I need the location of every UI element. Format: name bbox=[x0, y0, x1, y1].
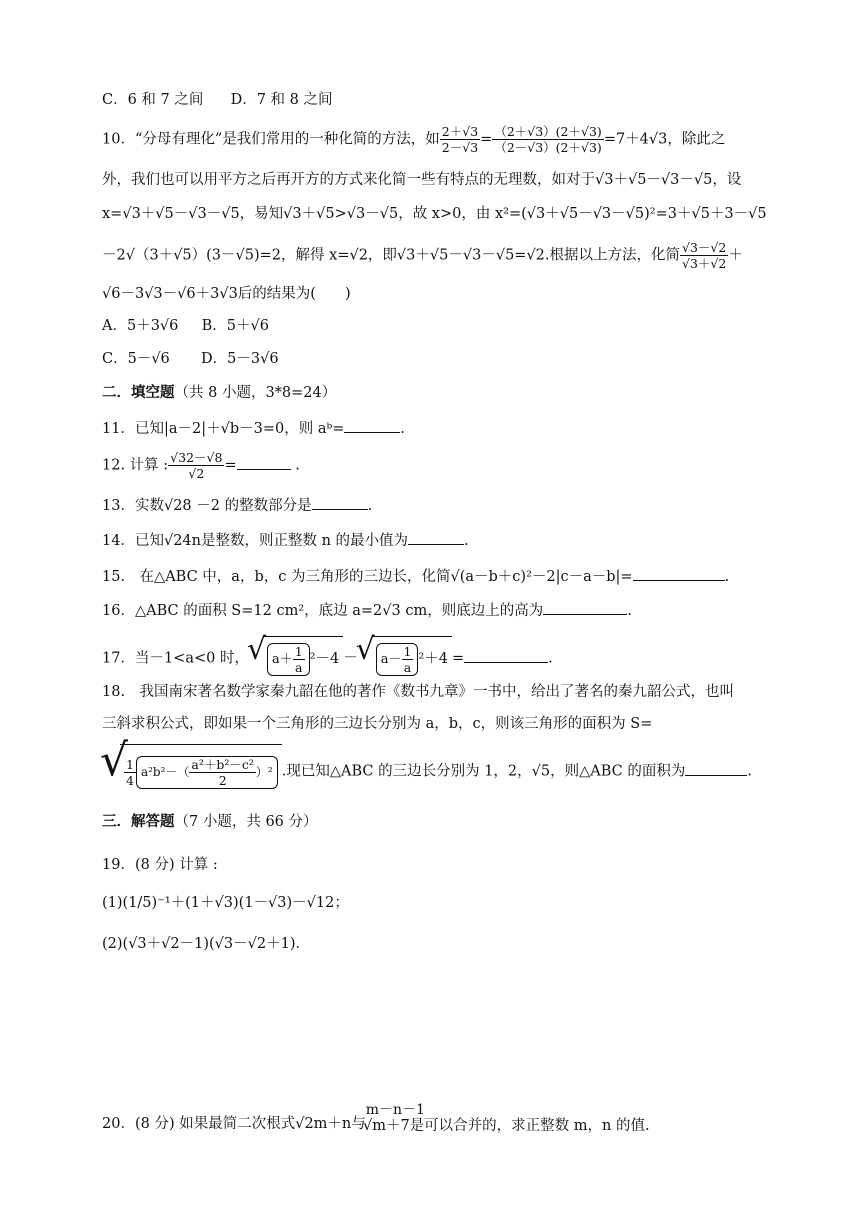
q10-example-expansion: $\frac{(2+√3)(2+√3)}{(2-√3)(2+√3)}$ bbox=[494, 124, 602, 155]
q13-blank bbox=[312, 495, 368, 510]
q15-blank bbox=[633, 566, 725, 581]
q12: 12. 计算 : $\frac{√32-√8}{√2}$ = . bbox=[102, 450, 300, 481]
q18-line1: 18. 我国南宋著名数学家秦九韶在他的著作《数书九章》一书中，给出了著名的秦九韶公式，也叫 bbox=[102, 684, 735, 700]
q11: 11．已知|a－2|＋√b－3=0，则 aᵇ= . bbox=[102, 418, 405, 439]
section2-note: （共 8 小题，3*8=24） bbox=[174, 385, 337, 401]
q14: 14．已知√24n是整数，则正整数 n 的最小值为 . bbox=[102, 530, 469, 551]
q19-title: 19．(8 分) 计算 : bbox=[102, 857, 218, 873]
section3-title: 三．解答题 bbox=[102, 813, 175, 830]
q18-line3: √ $\frac{1}{4}$ a²b²－（ $\frac{\text{a²＋b²－c²}}{2}$ ）² .现已知△ABC 的三边长分别为 1，2，√5，则△ABC 的面积为 . bbox=[102, 744, 752, 794]
q10-line4-text: －2√（3＋√5）(3－√5)=2，解得 x=√2，即√3＋√5－√3－√5=√2.根据以上方法，化简 bbox=[102, 247, 681, 264]
section3-heading bbox=[102, 812, 318, 832]
q13: 13．实数√28 －2 的整数部分是 . bbox=[102, 495, 372, 516]
q10-line3: x=√3＋√5－√3－√5，易知√3＋√5>√3－√5，故 x>0，由 x²=(√3＋√5－√3－√5)²=3＋√5＋3－√5 bbox=[102, 206, 767, 222]
q11-blank bbox=[344, 418, 400, 433]
section3-note: （7 小题，共 66 分） bbox=[174, 814, 318, 830]
q16-blank bbox=[543, 600, 627, 615]
q9-option-c: C．6 和 7 之间 bbox=[102, 92, 204, 108]
q15: 15. 在△ABC 中，a，b，c 为三角形的三边长，化简√(a－b＋c)²－2|c－a－b|= . bbox=[102, 566, 729, 587]
q10-option-c: C．5－√6 bbox=[102, 351, 170, 367]
q10-simplify-fraction: $\frac{√3-√2}{√3+√2}$ bbox=[682, 240, 727, 271]
q18-line3-text: .现已知△ABC 的三边长分别为 1，2，√5，则△ABC 的面积为 bbox=[281, 763, 686, 780]
q14-blank bbox=[408, 530, 464, 545]
q10-options-cd bbox=[102, 349, 279, 369]
q16-text: 16．△ABC 的面积 S=12 cm²，底边 a=2√3 cm，则底边上的高为 bbox=[102, 603, 544, 619]
section2-heading bbox=[102, 383, 336, 403]
q13-text: 13．实数√28 －2 的整数部分是 bbox=[102, 498, 312, 514]
q19-part1: (1)(1/5)⁻¹＋(1＋√3)(1－√3)－√12； bbox=[102, 895, 349, 911]
q10-option-a: A．5＋3√6 bbox=[102, 318, 179, 334]
q12-text: 12. 计算 : bbox=[102, 457, 169, 474]
q10-text: 10．“分母有理化”是我们常用的一种化简的方法，如 bbox=[102, 131, 440, 148]
q20-root-index: m－n－1 bbox=[365, 1102, 425, 1118]
q20 bbox=[102, 1104, 650, 1148]
q17-equals: = bbox=[452, 650, 465, 667]
q10-line1: 10．“分母有理化”是我们常用的一种化简的方法，如 $\frac{2+√3}{2-√3}$ = $\frac{(2+√3)(2+√3)}{(2-√3)(2+√3)}$ =7＋4√3，除此之 bbox=[102, 124, 726, 155]
q9-options bbox=[102, 90, 333, 110]
qin-jiushao-formula: √ $\frac{1}{4}$ a²b²－（ $\frac{\text{a²＋b²－c²}}{2}$ ）² bbox=[120, 744, 282, 799]
q17-radical-1: √ a＋ $\frac{1}{a}$ ²－4 bbox=[263, 636, 343, 681]
q12-fraction: $\frac{√32-√8}{√2}$ bbox=[170, 450, 223, 481]
q11-text: 11．已知|a－2|＋√b－3=0，则 aᵇ= bbox=[102, 421, 345, 437]
q10-line5: √6－3√3－√6＋3√3后的结果为( ) bbox=[102, 286, 351, 302]
q14-text: 14．已知√24n是整数，则正整数 n 的最小值为 bbox=[102, 533, 409, 549]
q18-line2: 三斜求积公式，即如果一个三角形的三边长分别为 a，b，c，则该三角形的面积为 S= bbox=[102, 716, 653, 732]
q10-option-b: B．5＋√6 bbox=[201, 318, 269, 334]
q10-result: =7＋4√3，除此之 bbox=[603, 131, 726, 148]
q17-radical-2: √ a－ $\frac{1}{a}$ ²＋4 bbox=[372, 636, 452, 681]
q12-blank bbox=[237, 455, 291, 470]
q20-text: 20．(8 分) 如果最简二次根式√2m＋n与 bbox=[102, 1116, 366, 1132]
q12-equals: = bbox=[224, 457, 237, 474]
q17-text: 17．当－1<a<0 时， bbox=[102, 650, 249, 667]
q16: 16．△ABC 的面积 S=12 cm²，底边 a=2√3 cm，则底边上的高为 . bbox=[102, 600, 632, 621]
q18-blank bbox=[685, 761, 747, 776]
q10-option-d: D．5－3√6 bbox=[201, 351, 279, 367]
q9-option-d: D．7 和 8 之间 bbox=[230, 92, 333, 108]
q19-part2: (2)(√3＋√2－1)(√3－√2＋1)． bbox=[102, 936, 310, 952]
q17-blank bbox=[464, 648, 548, 663]
q17: 17．当－1<a<0 时， √ a＋ $\frac{1}{a}$ ²－4 － √ a－ $\frac{1}{a}$ ²＋4 = . bbox=[102, 636, 553, 676]
section2-title: 二．填空题 bbox=[102, 384, 175, 401]
q10-line4: －2√（3＋√5）(3－√5)=2，解得 x=√2，即√3＋√5－√3－√5=√2.根据以上方法，化简 $\frac{√3-√2}{√3+√2}$ ＋ bbox=[102, 240, 743, 271]
q10-line2: 外，我们也可以用平方之后再开方的方式来化简一些有特点的无理数，如对于√3＋√5－√3－√5，设 bbox=[102, 172, 742, 188]
q10-example-fraction: $\frac{2+√3}{2-√3}$ bbox=[441, 124, 479, 155]
q20-text-end: √m＋7是可以合并的，求正整数 m，n 的值. bbox=[362, 1118, 650, 1134]
q10-options-ab bbox=[102, 316, 269, 336]
q15-text: 15. 在△ABC 中，a，b，c 为三角形的三边长，化简√(a－b＋c)²－2|c－a－b|= bbox=[102, 569, 633, 585]
